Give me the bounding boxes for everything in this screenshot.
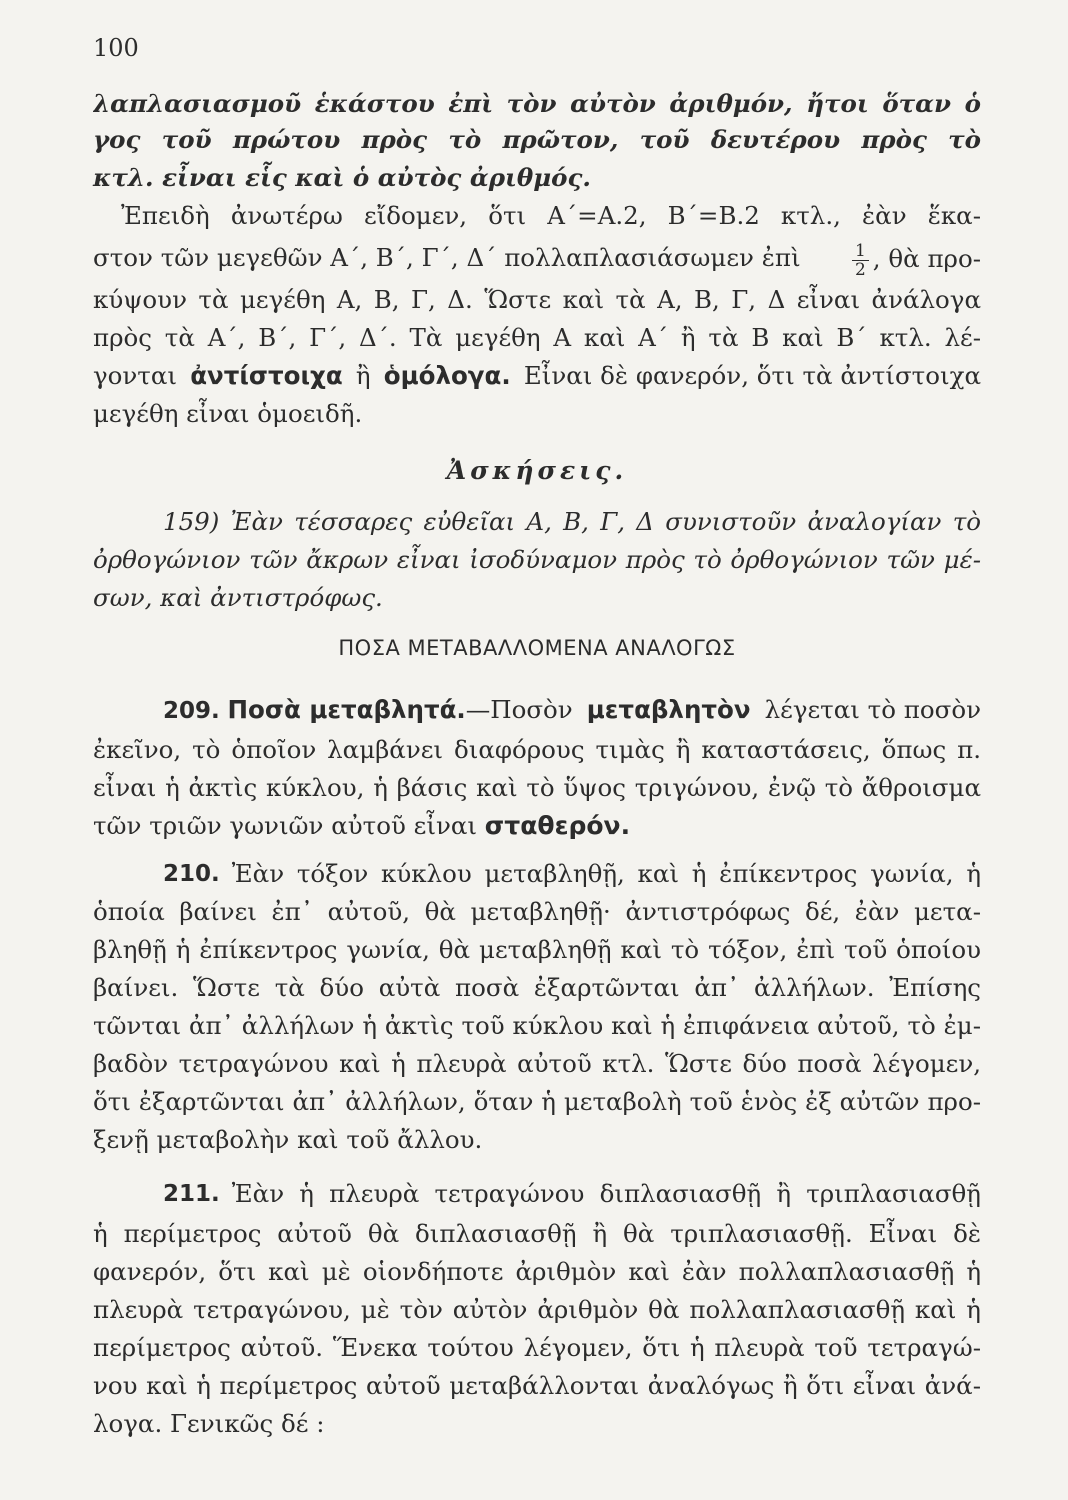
- text-line: [93, 858, 981, 890]
- text-segment: λέγεται τὸ ποσὸν: [764, 695, 981, 724]
- text-segment: στον τῶν μεγεθῶν Α΄, Β΄, Γ΄, Δ΄ πολλαπλασιάσωμεν ἐπὶ: [93, 243, 801, 272]
- fraction: [852, 242, 869, 279]
- text-line: τῶνται ἀπ᾿ ἀλλήλων ἡ ἀκτὶς τοῦ κύκλου καὶ ἡ ἐπιφάνεια αὐτοῦ, τὸ ἐμ-: [93, 1011, 981, 1040]
- text-segment: γονται: [93, 361, 177, 390]
- text-segment: τῶν τριῶν γωνιῶν αὐτοῦ εἶναι: [93, 811, 477, 840]
- text-line: [93, 242, 981, 279]
- text-line: ὅτι ἐξαρτῶνται ἀπ᾿ ἀλλήλων, ὅταν ἡ μεταβολὴ τοῦ ἑνὸς ἐξ αὐτῶν προ-: [93, 1087, 981, 1116]
- text-line: κτλ. εἶναι εἷς καὶ ὁ αὐτὸς ἀριθμός.: [93, 163, 591, 192]
- term-homologous: ὁμόλογα.: [383, 361, 511, 390]
- text-line: ἐκεῖνο, τὸ ὁποῖον λαμβάνει διαφόρους τιμὰς ἢ καταστάσεις, ὅπως π.: [93, 735, 981, 764]
- text-segment: , θὰ προ-: [872, 244, 981, 273]
- text-line: γος τοῦ πρώτου πρὸς τὸ πρῶτον, τοῦ δευτέρου πρὸς τὸ: [93, 125, 981, 154]
- text-line: πλευρὰ τετραγώνου, μὲ τὸν αὐτὸν ἀριθμὸν θὰ πολλαπλασιασθῇ καὶ ἡ: [93, 1295, 981, 1324]
- term-constant: σταθερόν.: [484, 811, 631, 840]
- text-line: σων, καὶ ἀντιστρόφως.: [93, 583, 383, 612]
- text-line: 159) Ἐὰν τέσσαρες εὐθεῖαι Α, Β, Γ, Δ συνιστοῦν ἀναλογίαν τὸ: [163, 507, 981, 536]
- text-line: μεγέθη εἶναι ὁμοειδῆ.: [93, 399, 363, 428]
- text-segment: ἢ: [355, 361, 371, 390]
- text-line: [93, 694, 981, 727]
- text-line: βαίνει. Ὥστε τὰ δύο αὐτὰ ποσὰ ἐξαρτῶνται ἀπ᾿ ἀλλήλων. Ἐπίσης: [93, 973, 981, 1002]
- text-line: περίμετρος αὐτοῦ. Ἕνεκα τούτου λέγομεν, ὅτι ἡ πλευρὰ τοῦ τετραγώ-: [93, 1333, 981, 1362]
- text-line: βληθῇ ἡ ἐπίκεντρος γωνία, θὰ μεταβληθῇ καὶ τὸ τόξον, ἐπὶ τοῦ ὁποίου: [93, 935, 981, 964]
- text-line: ὁποία βαίνει ἐπ᾿ αὐτοῦ, θὰ μεταβληθῇ· ἀντιστρόφως δέ, ἐὰν μετα-: [93, 897, 981, 926]
- exercises-title: Ἀσκήσεις.: [446, 456, 628, 485]
- text-line: εἶναι ἡ ἀκτὶς κύκλου, ἡ βάσις καὶ τὸ ὕψος τριγώνου, ἐνῷ τὸ ἄθροισμα: [93, 773, 981, 802]
- text-line: λαπλασιασμοῦ ἑκάστου ἐπὶ τὸν αὐτὸν ἀριθμόν, ἤτοι ὅταν ὁ: [93, 89, 981, 118]
- text-segment: —Ποσὸν: [465, 695, 573, 724]
- text-line: Ἐπειδὴ ἀνωτέρω εἴδομεν, ὅτι Α΄=Α.2, Β΄=Β.2 κτλ., ἐὰν ἕκα-: [121, 201, 981, 230]
- text-line: νου καὶ ἡ περίμετρος αὐτοῦ μεταβάλλονται ἀναλόγως ἢ ὅτι εἶναι ἀνά-: [93, 1371, 981, 1400]
- text-line: ξενῇ μεταβολὴν καὶ τοῦ ἄλλου.: [93, 1125, 483, 1154]
- paragraph-title: Ποσὰ μεταβλητά.: [227, 695, 466, 724]
- text-line: ἡ περίμετρος αὐτοῦ θὰ διπλασιασθῇ ἢ θὰ τριπλασιασθῇ. Εἶναι δὲ: [93, 1219, 981, 1248]
- text-line: λογα. Γενικῶς δέ :: [93, 1409, 325, 1438]
- text-line: βαδὸν τετραγώνου καὶ ἡ πλευρὰ αὐτοῦ κτλ. Ὥστε δύο ποσὰ λέγομεν,: [93, 1049, 981, 1078]
- fraction-denominator: 2: [854, 260, 866, 280]
- text-line: [93, 810, 981, 842]
- text-line: φανερόν, ὅτι καὶ μὲ οἱονδήποτε ἀριθμὸν καὶ ἐὰν πολλαπλασιασθῇ ἡ: [93, 1257, 981, 1286]
- text-line: [93, 1178, 981, 1210]
- text-line: πρὸς τὰ Α΄, Β΄, Γ΄, Δ΄. Τὰ μεγέθη Α καὶ Α΄ ἢ τὰ Β καὶ Β΄ κτλ. λέ-: [93, 323, 981, 352]
- term-variable: μεταβλητὸν: [586, 695, 751, 724]
- fraction-expression: [848, 242, 981, 279]
- fraction-numerator: 1: [852, 242, 869, 261]
- text-segment: Ἐὰν ἡ πλευρὰ τετραγώνου διπλασιασθῇ ἢ τριπλασιασθῇ: [231, 1179, 981, 1208]
- paragraph-number: 209.: [163, 698, 220, 724]
- paragraph-number: 210.: [163, 861, 220, 887]
- text-line: κύψουν τὰ μεγέθη Α, Β, Γ, Δ. Ὥστε καὶ τὰ Α, Β, Γ, Δ εἶναι ἀνάλογα: [93, 285, 981, 314]
- text-line: ὀρθογώνιον τῶν ἄκρων εἶναι ἰσοδύναμον πρὸς τὸ ὀρθογώνιον τῶν μέ-: [93, 545, 981, 574]
- text-line: [93, 360, 981, 392]
- section-heading: ΠΟΣΑ ΜΕΤΑΒΑΛΛΟΜΕΝΑ ΑΝΑΛΟΓΩΣ: [338, 636, 736, 660]
- paragraph-number: 211.: [163, 1181, 220, 1207]
- paragraph-title-group: [163, 694, 573, 727]
- text-segment: Ἐὰν τόξον κύκλου μεταβληθῇ, καὶ ἡ ἐπίκεντρος γωνία, ἡ: [231, 859, 981, 888]
- page-number: 100: [93, 34, 139, 62]
- text-segment: Εἶναι δὲ φανερόν, ὅτι τὰ ἀντίστοιχα: [523, 361, 981, 390]
- term-corresponding: ἀντίστοιχα: [190, 361, 343, 390]
